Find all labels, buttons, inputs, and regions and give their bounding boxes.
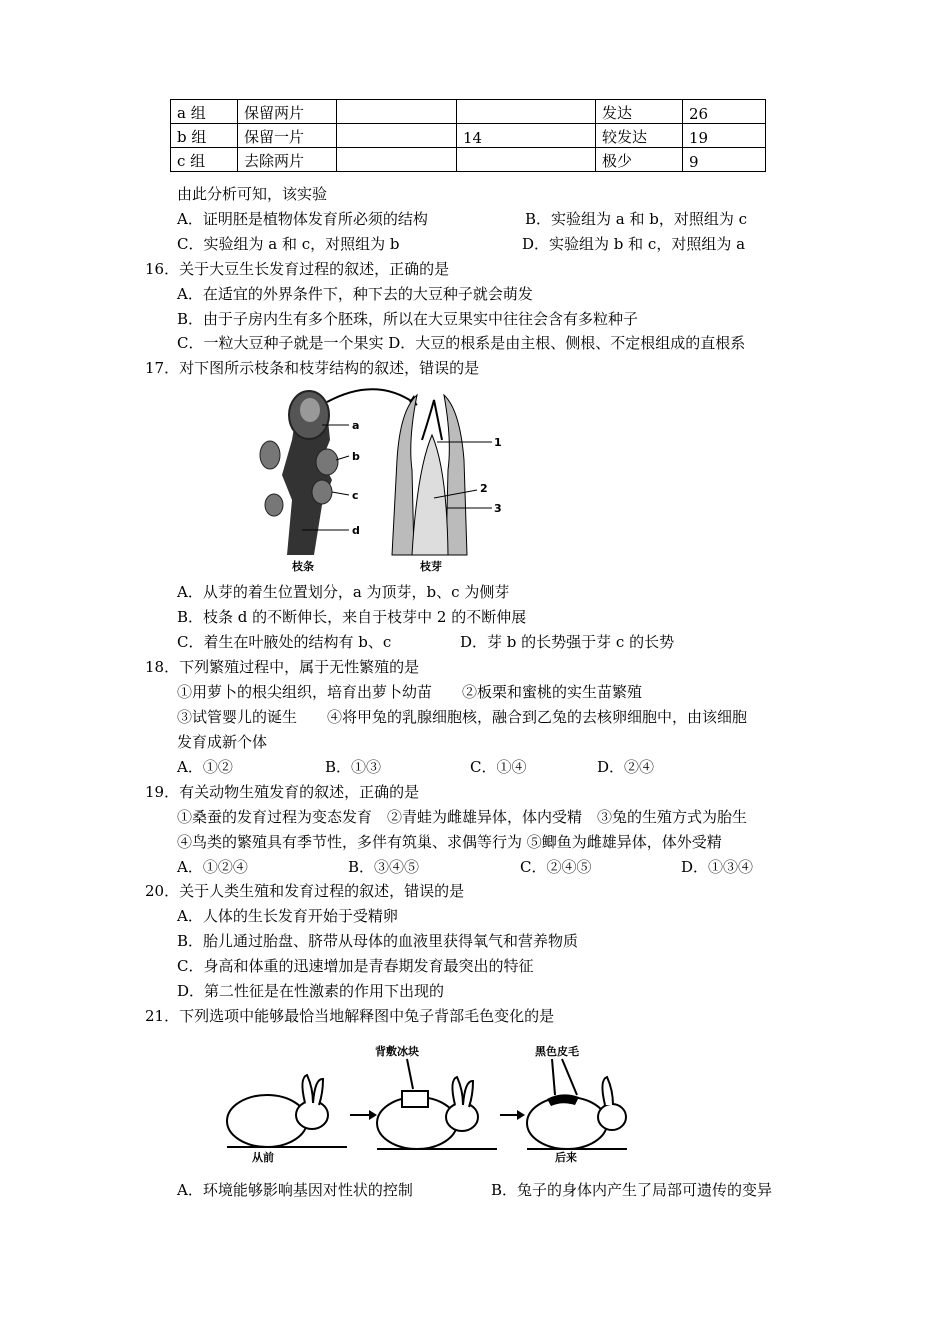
experiment-table [170,99,766,172]
table-cell: 发达 [596,100,683,124]
bud-axis [412,435,448,555]
q18-stem: 18．下列繁殖过程中，属于无性繁殖的是 [145,658,420,676]
q15-stem: 由此分析可知，该实验 [177,185,328,203]
q19-option-b: B．③④⑤ [348,858,420,876]
table-cell [337,148,457,172]
q15-option-b: B．实验组为 a 和 b，对照组为 c [525,210,748,228]
table-row [171,124,766,148]
q17-option-d: D．芽 b 的长势强于芽 c 的长势 [460,633,675,651]
label-b: b [352,450,360,463]
table-row [171,100,766,124]
q15-option-d: D．实验组为 b 和 c，对照组为 a [522,235,746,253]
q19-option-a: A．①②④ [177,858,248,876]
q18-option-c: C．①④ [470,758,527,776]
q15-option-c: C．实验组为 a 和 c，对照组为 b [177,235,400,253]
black-pointer-1 [552,1059,555,1095]
arrow-1-head [369,1110,377,1120]
label-ice: 背敷冰块 [375,1045,419,1058]
q17-option-b: B．枝条 d 的不断伸长，来自于枝芽中 2 的不断伸展 [177,608,527,626]
q16-option-cd: C．一粒大豆种子就是一个果实 D．大豆的根系是由主根、侧根、不定根组成的直根系 [177,334,746,352]
q21-option-b: B．兔子的身体内产生了局部可遗传的变异 [491,1181,773,1199]
leader-c [332,492,349,495]
table-cell: 26 [683,100,766,124]
table-cell: 较发达 [596,124,683,148]
q15-option-a: A．证明胚是植物体发育所必须的结构 [177,210,428,228]
table-row [171,148,766,172]
caption-bud: 枝芽 [420,560,442,572]
table-cell: a 组 [171,100,238,124]
label-a: a [352,419,360,432]
q19-line2: ④鸟类的繁殖具有季节性，多伴有筑巢、求偶等行为 ⑤鲫鱼为雌雄异体，体外受精 [177,833,722,851]
q16-option-b: B．由于子房内生有多个胚珠，所以在大豆果实中往往会含有多粒种子 [177,310,639,328]
table-cell: 去除两片 [238,148,337,172]
lateral-bud-b [316,449,338,475]
arrow-curve [327,389,417,405]
q20-option-a: A．人体的生长发育开始于受精卵 [177,907,398,925]
q20-option-b: B．胎儿通过胎盘、脐带从母体的血液里获得氧气和营养物质 [177,932,579,950]
table-cell [457,148,596,172]
label-c: c [352,489,359,502]
q18-option-d: D．②④ [597,758,655,776]
bud-highlight [300,398,320,422]
q20-stem: 20．关于人类生殖和发育过程的叙述，错误的是 [145,882,465,900]
label-1: 1 [494,436,502,449]
table-cell: 保留一片 [238,124,337,148]
label-after: 后来 [555,1151,577,1164]
black-pointer-2 [562,1059,577,1095]
q18-line1: ①用萝卜的根尖组织，培育出萝卜幼苗 ②板栗和蜜桃的实生苗繁殖 [177,683,643,701]
branch-bud-figure [252,380,504,572]
caption-branch: 枝条 [292,560,314,572]
table-cell: 14 [457,124,596,148]
label-before: 从前 [252,1151,274,1164]
table-cell: b 组 [171,124,238,148]
q17-stem: 17．对下图所示枝条和枝芽结构的叙述，错误的是 [145,359,480,377]
table-cell: 19 [683,124,766,148]
q16-option-a: A．在适宜的外界条件下，种下去的大豆种子就会萌发 [177,285,533,303]
q21-stem: 21．下列选项中能够最恰当地解释图中兔子背部毛色变化的是 [145,1007,555,1025]
table-cell [337,124,457,148]
q18-option-a: A．①② [177,758,233,776]
rabbit-before [227,1075,328,1147]
q19-stem: 19．有关动物生殖发育的叙述，正确的是 [145,783,420,801]
lateral-bud-c [312,480,332,504]
label-2: 2 [480,482,488,495]
arrow-2-head [517,1110,525,1120]
q20-option-c: C．身高和体重的迅速增加是青春期发育最突出的特征 [177,957,534,975]
q18-line3: 发育成新个体 [177,733,268,751]
q19-line1: ①桑蚕的发育过程为变态发育 ②青蛙为雌雄异体，体内受精 ③兔的生殖方式为胎生 [177,808,748,826]
table-cell [337,100,457,124]
label-d: d [352,524,360,537]
lateral-bud-left [260,441,280,469]
table-cell [457,100,596,124]
q19-option-d: D．①③④ [681,858,754,876]
q21-option-a: A．环境能够影响基因对性状的控制 [177,1181,413,1199]
table-cell: 9 [683,148,766,172]
lateral-bud-left2 [265,494,283,516]
ice-pointer [407,1059,413,1089]
table-cell: 极少 [596,148,683,172]
rabbit-ice [377,1077,478,1149]
q17-option-c: C．着生在叶腋处的结构有 b、c [177,633,392,651]
q19-option-c: C．②④⑤ [520,858,592,876]
rabbit-figure [217,1033,630,1165]
table-cell: c 组 [171,148,238,172]
q20-option-d: D．第二性征是在性激素的作用下出现的 [177,982,445,1000]
table-cell: 保留两片 [238,100,337,124]
q18-line2: ③试管婴儿的诞生 ④将甲兔的乳腺细胞核，融合到乙兔的去核卵细胞中，由该细胞 [177,708,748,726]
q16-stem: 16．关于大豆生长发育过程的叙述，正确的是 [145,260,450,278]
q17-option-a: A．从芽的着生位置划分，a 为顶芽，b、c 为侧芽 [177,583,510,601]
q18-option-b: B．①③ [325,758,382,776]
label-black-fur: 黑色皮毛 [535,1045,579,1058]
label-3: 3 [494,502,502,515]
rabbit-after [527,1077,626,1149]
